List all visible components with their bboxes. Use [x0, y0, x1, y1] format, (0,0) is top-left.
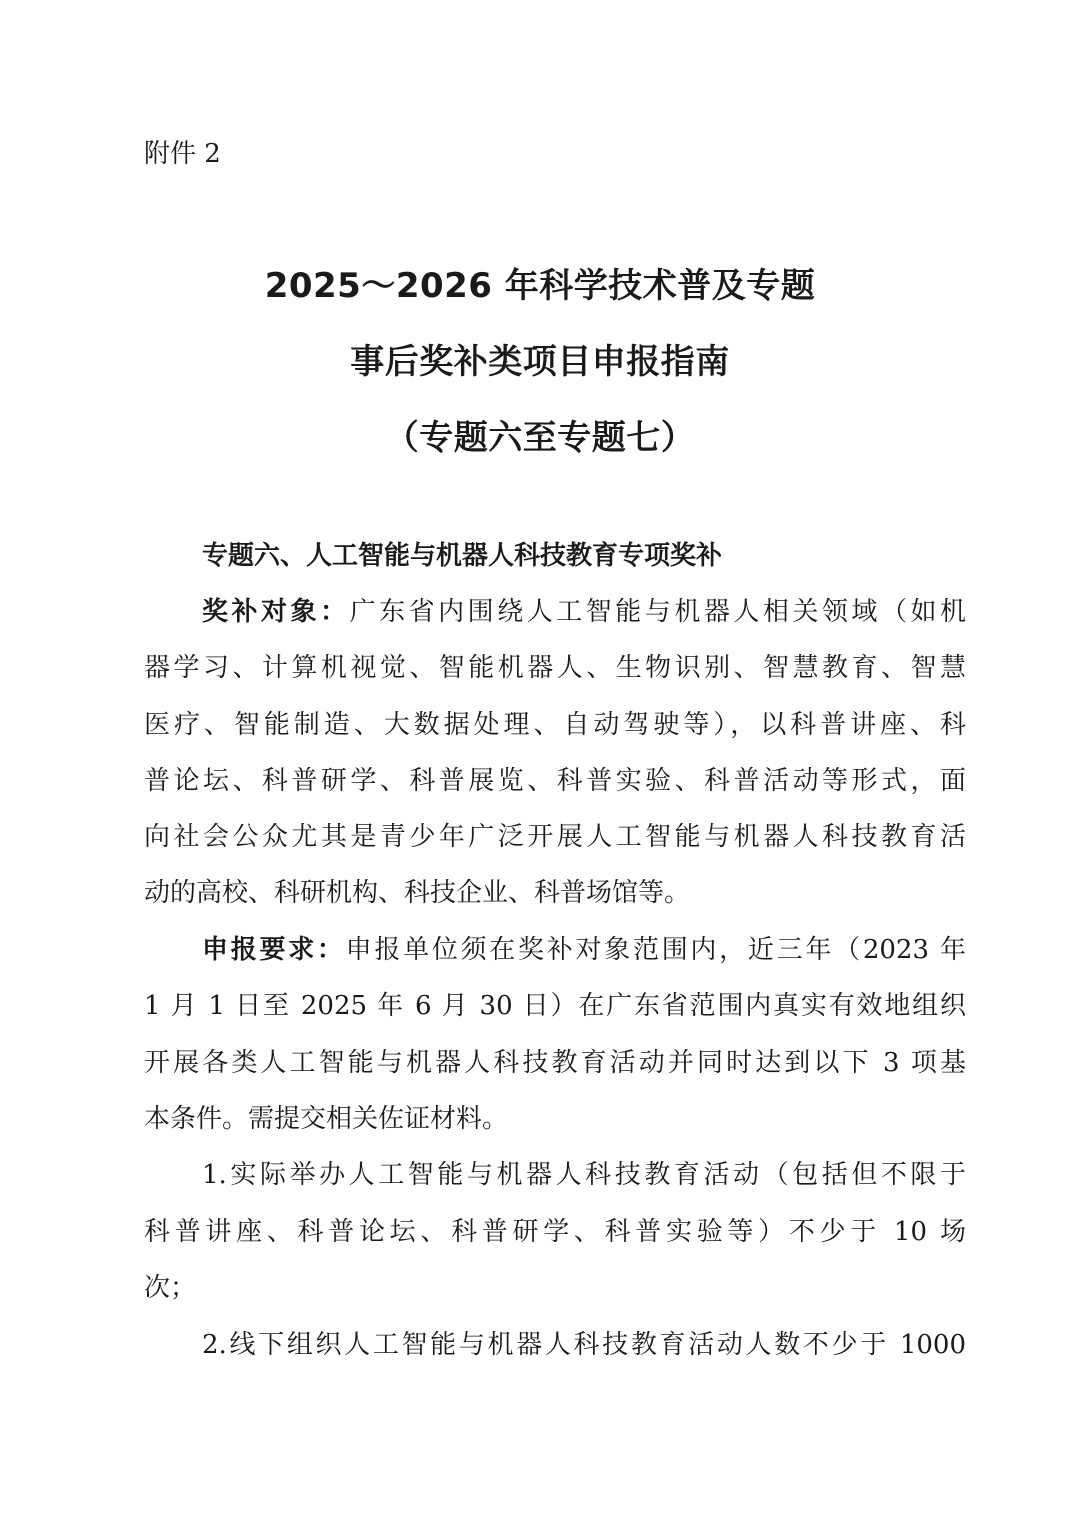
requirements-line-1 — [202, 930, 966, 970]
title-line-1: 2025～2026 年科学技术普及专题 — [264, 266, 816, 306]
title-line-2: 事后奖补类项目申报指南 — [350, 342, 730, 382]
attachment-label: 附件 2 — [144, 139, 221, 169]
award-target-text-1: 广东省内围绕人工智能与机器人相关领域（如机 — [349, 597, 966, 627]
document-title — [0, 248, 1080, 476]
requirements-line-2: 1 月 1 日至 2025 年 6 月 30 日）在广东省范围内真实有效地组织 — [144, 991, 966, 1021]
award-target-line-2: 器学习、计算机视觉、智能机器人、生物识别、智慧教育、智慧 — [144, 653, 966, 683]
title-line-3: （专题六至专题七） — [384, 418, 696, 458]
award-target-label: 奖补对象： — [202, 597, 350, 627]
award-target-line-5: 向社会公众尤其是青少年广泛开展人工智能与机器人科技教育活 — [144, 822, 966, 852]
condition-2-line-1: 2.线下组织人工智能与机器人科技教育活动人数不少于 1000 — [202, 1330, 966, 1360]
requirements-label: 申报要求： — [202, 935, 346, 965]
award-target-line-4: 普论坛、科普研学、科普展览、科普实验、科普活动等形式，面 — [144, 766, 966, 796]
award-target-line-1 — [202, 592, 966, 632]
award-target-line-6: 动的高校、科研机构、科技企业、科普场馆等。 — [144, 878, 691, 908]
award-target-line-3: 医疗、智能制造、大数据处理、自动驾驶等），以科普讲座、科 — [144, 710, 966, 740]
requirements-line-4: 本条件。需提交相关佐证材料。 — [144, 1104, 509, 1134]
requirements-text-1: 申报单位须在奖补对象范围内，近三年（2023 年 — [345, 935, 966, 965]
requirements-line-3: 开展各类人工智能与机器人科技教育活动并同时达到以下 3 项基 — [144, 1048, 966, 1078]
section-heading: 专题六、人工智能与机器人科技教育专项奖补 — [202, 541, 723, 571]
condition-1-line-2: 科普讲座、科普论坛、科普研学、科普实验等）不少于 10 场 — [144, 1217, 966, 1247]
condition-1-line-1: 1.实际举办人工智能与机器人科技教育活动（包括但不限于 — [202, 1160, 966, 1190]
condition-1-line-3: 次； — [144, 1273, 197, 1303]
